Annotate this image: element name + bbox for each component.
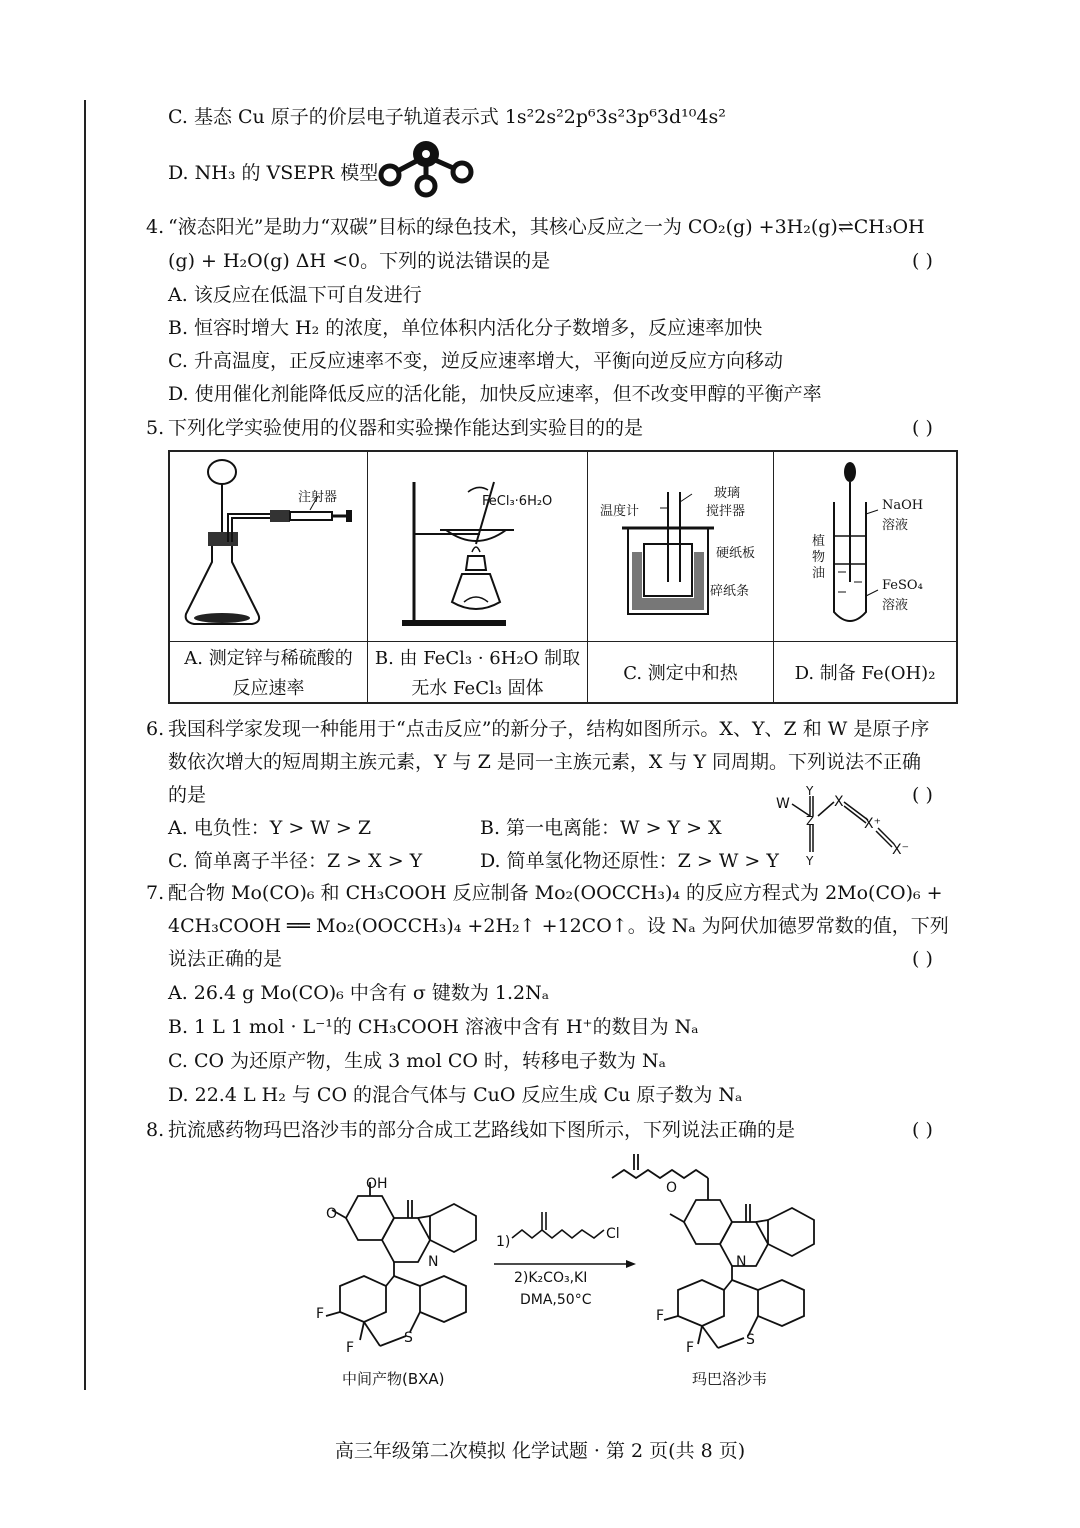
figure-b — [368, 452, 587, 642]
bxa-o-label: O — [326, 1206, 338, 1222]
q4-answer-blank[interactable]: ( ) — [912, 250, 933, 272]
q6-answer-blank[interactable]: ( ) — [912, 784, 933, 806]
q6-option-c: C. 简单离子半径：Z > X > Y — [168, 850, 423, 872]
figure-a — [170, 452, 367, 642]
q7-option-a: A. 26.4 g Mo(CO)₆ 中含有 σ 键数为 1.2Nₐ — [168, 982, 550, 1004]
oil-label-3: 油 — [812, 566, 826, 581]
syringe-label: 注射器 — [298, 490, 338, 505]
oil-label-2: 物 — [812, 550, 826, 565]
q7-option-d: D. 22.4 L H₂ 与 CO 的混合气体与 CuO 反应生成 Cu 原子数为 Nₐ — [168, 1084, 743, 1106]
test-tube-dropper-figure — [774, 452, 954, 640]
q3-option-c: C. 基态 Cu 原子的价层电子轨道表示式 1s²2s²2p⁶3s²3p⁶3d¹⁰4s² — [168, 106, 726, 128]
q6-atom-x-minus: X⁻ — [892, 842, 909, 858]
baloxavir-f2-label: F — [686, 1340, 695, 1356]
figure-c — [588, 452, 773, 642]
page-footer: 高三年级第二次模拟 化学试题 · 第 2 页(共 8 页) — [334, 1440, 746, 1462]
nh3-vsepr-model-figure — [376, 138, 476, 200]
q5-caption-a: A. 测定锌与稀硫酸的反应速率 — [184, 648, 353, 699]
q5-stem: 下列化学实验使用的仪器和实验操作能达到实验目的的是 — [168, 417, 644, 439]
bxa-n-label: N — [428, 1254, 439, 1270]
q6-number: 6. — [146, 718, 165, 740]
q4-number: 4. — [146, 216, 165, 238]
q7-stem-line2: 4CH₃COOH ══ Mo₂(OOCCH₃)₄ +2H₂↑ +12CO↑。设 Nₐ 为阿伏加德罗常数的值，下列 — [168, 915, 949, 937]
flask-syringe-apparatus-figure — [170, 452, 366, 640]
feso4-label-1: FeSO₄ — [882, 578, 923, 593]
q6-atom-y-top: Y — [806, 784, 814, 798]
q6-option-d: D. 简单氢化物还原性：Z > W > Y — [480, 850, 779, 872]
figure-d — [774, 452, 956, 642]
baloxavir-s-label: S — [746, 1332, 755, 1348]
fecl3-label: FeCl₃·6H₂O — [482, 494, 553, 509]
baloxavir-name: 玛巴洛沙韦 — [692, 1370, 768, 1388]
evaporating-dish-apparatus-figure — [368, 452, 586, 640]
q6-atom-x1: X — [834, 794, 844, 810]
q6-option-a: A. 电负性：Y > W > Z — [168, 817, 372, 839]
reagent-cl-label: Cl — [606, 1226, 620, 1242]
q4-stem-line1: “液态阳光”是助力“双碳”目标的绿色技术，其核心反应之一为 CO₂(g) +3H₂(g)⇌CH₃OH — [168, 216, 925, 238]
q7-option-b: B. 1 L 1 mol · L⁻¹的 CH₃COOH 溶液中含有 H⁺的数目为 Nₐ — [168, 1016, 699, 1038]
q6-atom-x-plus: X⁺ — [864, 816, 881, 832]
naoh-label-2: 溶液 — [882, 518, 909, 533]
bxa-f-label: F — [316, 1306, 325, 1322]
q8-answer-blank[interactable]: ( ) — [912, 1119, 933, 1141]
q7-stem-line1: 配合物 Mo(CO)₆ 和 CH₃COOH 反应制备 Mo₂(OOCCH₃)₄ 的反应方程式为 2Mo(CO)₆ + — [168, 882, 943, 904]
q4-stem-line2: (g) + H₂O(g) ΔH <0。下列的说法错误的是 — [168, 250, 551, 272]
q6-atom-w: W — [776, 796, 790, 812]
paper-scraps-label: 碎纸条 — [710, 584, 750, 599]
q5-cell-b — [368, 452, 588, 702]
q6-atom-y-bottom: Y — [806, 854, 814, 868]
feso4-label-2: 溶液 — [882, 598, 909, 613]
q5-caption-c: C. 测定中和热 — [623, 663, 738, 684]
q5-number: 5. — [146, 417, 165, 439]
q6-stem-line1: 我国科学家发现一种能用于“点击反应”的新分子，结构如图所示。X、Y、Z 和 W 是原子序 — [168, 718, 930, 740]
oil-label-1: 植 — [812, 534, 826, 549]
q5-caption-b: B. 由 FeCl₃ · 6H₂O 制取无水 FeCl₃ 固体 — [374, 648, 581, 699]
bxa-name: 中间产物(BXA) — [342, 1370, 445, 1388]
q7-stem-line3: 说法正确的是 — [168, 948, 283, 970]
q5-cell-c — [588, 452, 774, 702]
baloxavir-structure — [600, 1136, 830, 1366]
baloxavir-f-label: F — [656, 1308, 665, 1324]
q4-option-c: C. 升高温度，正反应速率不变，逆反应速率增大，平衡向逆反应方向移动 — [168, 350, 783, 372]
q7-option-c: C. CO 为还原产物，生成 3 mol CO 时，转移电子数为 Nₐ — [168, 1050, 666, 1072]
q7-answer-blank[interactable]: ( ) — [912, 948, 933, 970]
q3-option-d: D. NH₃ 的 VSEPR 模型 — [168, 162, 379, 184]
stirrer-label-1: 玻璃 — [714, 486, 741, 501]
bxa-f2-label: F — [346, 1340, 355, 1356]
q8-number: 8. — [146, 1119, 165, 1141]
baloxavir-o-label: O — [666, 1180, 678, 1196]
q7-number: 7. — [146, 882, 165, 904]
naoh-label-1: NaOH — [882, 498, 924, 513]
binding-margin-line — [84, 100, 86, 1390]
baloxavir-n-label: N — [736, 1254, 747, 1270]
q4-option-a: A. 该反应在低温下可自发进行 — [168, 284, 422, 306]
q5-apparatus-table — [168, 450, 958, 704]
reagent-step2: 2)K₂CO₃,KI — [514, 1270, 588, 1286]
q4-option-d: D. 使用催化剂能降低反应的活化能，加快反应速率，但不改变甲醇的平衡产率 — [168, 383, 822, 405]
q5-cell-d — [774, 452, 956, 702]
q6-option-b: B. 第一电离能：W > Y > X — [480, 817, 722, 839]
bxa-oh-label: OH — [366, 1176, 388, 1192]
q6-stem-line2: 数依次增大的短周期主族元素，Y 与 Z 是同一主族元素，X 与 Y 同周期。下列说法不正确 — [168, 751, 922, 773]
reagent-step1-label: 1) — [496, 1234, 511, 1250]
stirrer-label-2: 搅拌器 — [706, 504, 746, 519]
thermometer-label: 温度计 — [600, 504, 640, 519]
q5-answer-blank[interactable]: ( ) — [912, 417, 933, 439]
q4-option-b: B. 恒容时增大 H₂ 的浓度，单位体积内活化分子数增多，反应速率加快 — [168, 317, 763, 339]
q6-atom-z: Z — [806, 814, 815, 828]
q8-stem: 抗流感药物玛巴洛沙韦的部分合成工艺路线如下图所示，下列说法正确的是 — [168, 1119, 796, 1141]
q5-caption-d: D. 制备 Fe(OH)₂ — [794, 663, 936, 684]
cardboard-label: 硬纸板 — [716, 546, 756, 561]
reagent-step3: DMA,50°C — [520, 1292, 592, 1308]
q6-stem-line3: 的是 — [168, 784, 207, 806]
q5-cell-a — [170, 452, 368, 702]
bxa-s-label: S — [404, 1330, 413, 1346]
